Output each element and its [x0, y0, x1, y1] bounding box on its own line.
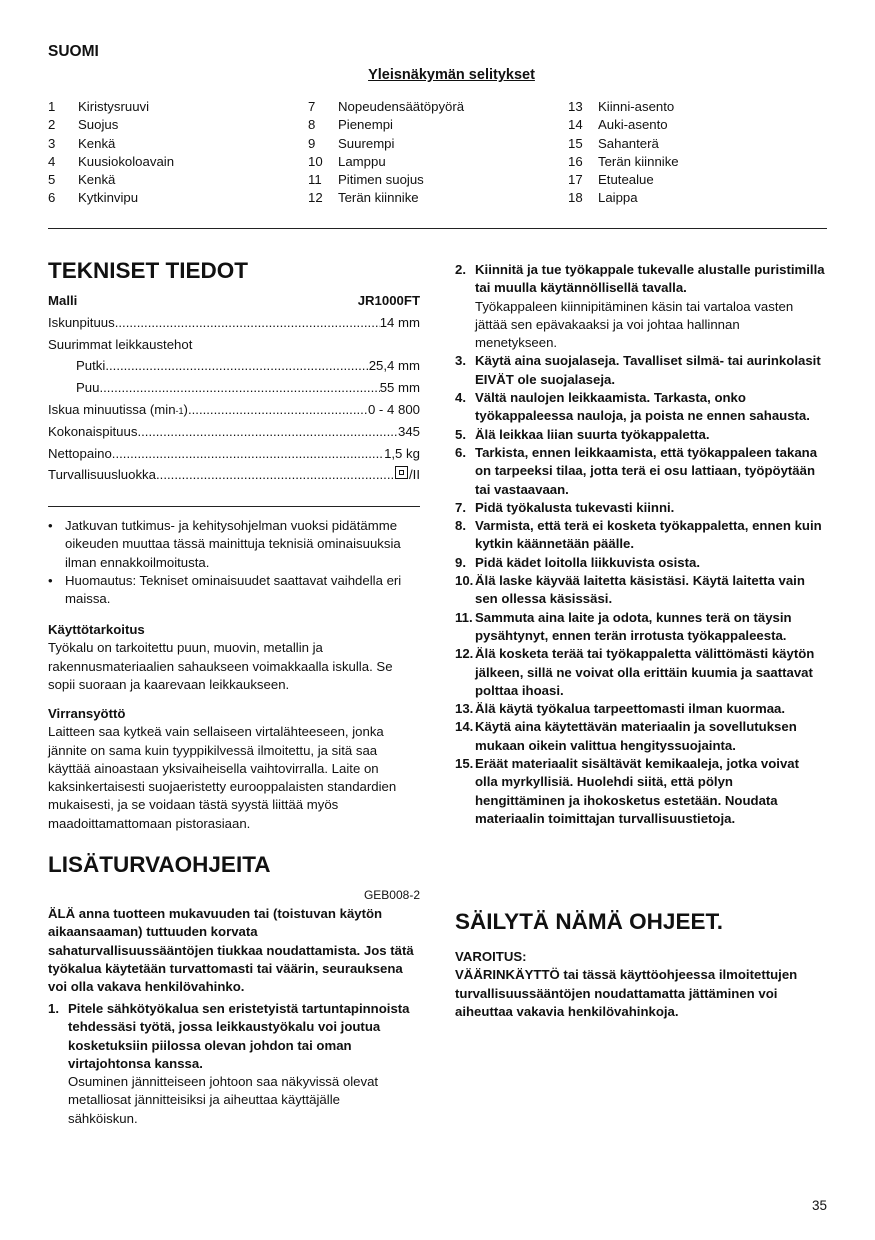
overview-column-3	[568, 98, 808, 208]
divider	[48, 228, 827, 229]
bullet: •	[48, 518, 53, 533]
safety-item-bold: Käytä aina käytettävän materiaalin ja sovellutuksen mukaan oikein valittua hengityssuojainta.	[475, 719, 797, 753]
safety-item-bold: Älä laske käyvää laitetta käsistäsi. Käytä laitetta vain sen ollessa käsissäsi.	[475, 573, 805, 607]
overview-item	[48, 135, 288, 153]
overview-item-number: 5	[48, 172, 56, 188]
overview-item-number: 15	[568, 135, 583, 151]
warning-label: VAROITUS:	[455, 949, 527, 964]
overview-item-label: Kiinni-asento	[598, 99, 675, 114]
safety-item-body	[475, 572, 825, 609]
overview-item-label: Laippa	[598, 190, 638, 206]
power-section	[48, 705, 420, 833]
spec-value: 14 mm	[379, 314, 420, 330]
overview-item	[308, 171, 548, 189]
spec-note-text: Huomautus: Tekniset ominaisuudet saattavat vaihdella eri maissa.	[65, 572, 402, 607]
overview-item	[48, 116, 288, 134]
safety-item-number: 5.	[455, 426, 466, 442]
spec-row	[48, 445, 420, 467]
overview-item	[48, 189, 288, 207]
safety-title: LISÄTURVAOHJEITA	[48, 852, 271, 877]
safety-item-body	[475, 261, 825, 352]
overview-column-2	[308, 98, 548, 208]
overview-item	[568, 116, 808, 134]
overview-item	[308, 116, 548, 134]
safety-item-number: 8.	[455, 518, 466, 534]
overview-item-label: Pienempi	[338, 117, 393, 133]
overview-item	[568, 153, 808, 171]
overview-item-number: 6	[48, 190, 56, 206]
spec-value: 55 mm	[379, 380, 420, 396]
intended-use-section	[48, 621, 420, 694]
spec-label: Nettopaino	[48, 445, 112, 461]
overview-item	[308, 189, 548, 207]
safety-item	[48, 1000, 420, 1128]
dot-leader	[105, 357, 368, 375]
safety-item-number: 14.	[455, 719, 474, 735]
specs-title: TEKNISET TIEDOT	[48, 258, 249, 283]
safety-item-bold: Pitele sähkötyökalua sen eristetyistä tartuntapinnoista tehdessäsi työtä, jossa leikkaustyökalu voi joutua kosketuksiin piilossa olevan johdon tai oman virtajohtonsa kanssa.	[68, 1001, 410, 1071]
spec-label: Turvallisuusluokka	[48, 467, 156, 483]
overview-item	[308, 153, 548, 171]
safety-item	[455, 700, 827, 718]
safety-item	[455, 426, 827, 444]
safety-item-number: 15.	[455, 756, 474, 772]
overview-item-label: Nopeudensäätöpyörä	[338, 99, 465, 114]
overview-item	[308, 135, 548, 153]
overview-item-number: 16	[568, 153, 583, 169]
spec-value: 1,5 kg	[384, 445, 420, 461]
dot-leader	[137, 423, 398, 441]
safety-item	[455, 554, 827, 572]
safety-item-bold: Kiinnitä ja tue työkappale tukevalle alustalle puristimilla tai muulla käytännöllisellä tavalla.	[475, 262, 825, 296]
overview-item	[568, 171, 808, 189]
spec-value: 0 - 4 800	[367, 401, 420, 417]
safety-item-body	[475, 645, 825, 700]
dot-leader	[188, 401, 368, 419]
overview-item-number: 8	[308, 117, 316, 133]
safety-item	[455, 444, 827, 499]
overview-item-label: Suurempi	[338, 135, 395, 151]
spec-label: Iskua minuutissa (min	[48, 401, 176, 417]
overview-item-number: 2	[48, 117, 56, 133]
safety-item	[455, 755, 827, 828]
safety-item-bold: Älä käytä työkalua tarpeettomasti ilman kuormaa.	[475, 701, 786, 717]
spec-model-row	[48, 292, 420, 314]
warning-text: VÄÄRINKÄYTTÖ tai tässä käyttöohjeessa ilmoitettujen turvallisuussääntöjen noudattamatta jättäminen voi aiheuttaa vakavia henkilövahinkoja.	[455, 967, 798, 1019]
overview-item-number: 4	[48, 153, 56, 169]
safety-item-bold: Varmista, että terä ei kosketa työkappaletta, ennen kuin kytkin käännetään päälle.	[475, 518, 822, 552]
safety-item	[455, 609, 827, 646]
safety-item-body	[475, 499, 825, 517]
overview-item-label: Sahanterä	[598, 135, 659, 151]
overview-item	[48, 171, 288, 189]
overview-item-label: Etutealue	[598, 172, 654, 188]
safety-item-body	[475, 718, 825, 755]
safety-item	[455, 572, 827, 609]
safety-item	[455, 645, 827, 700]
safety-item-number: 9.	[455, 554, 466, 570]
language-heading: SUOMI	[48, 43, 99, 60]
safety-item-body	[68, 1000, 413, 1128]
spec-label: Putki	[76, 358, 106, 374]
overview-item-number: 3	[48, 135, 56, 151]
intended-use-text: Työkalu on tarkoitettu puun, muovin, metallin ja rakennusmateriaalien sahaukseen voimakkaalla iskulla. Se sopii suoraan ja kaarevaan leikkaukseen.	[48, 640, 393, 692]
safety-item-number: 3.	[455, 353, 466, 369]
divider	[48, 506, 420, 507]
safety-item	[455, 718, 827, 755]
safety-item	[455, 499, 827, 517]
safety-item-body	[475, 444, 825, 499]
overview-column-1	[48, 98, 288, 208]
overview-item-number: 9	[308, 135, 316, 151]
overview-item-number: 17	[568, 172, 583, 188]
overview-item-label: Auki-asento	[598, 117, 668, 133]
spec-value: 25,4 mm	[368, 358, 420, 374]
safety-item-body	[475, 700, 825, 718]
spec-row	[48, 379, 420, 401]
spec-row	[48, 466, 420, 488]
overview-item-label: Terän kiinnike	[338, 190, 419, 206]
spec-label: Suurimmat leikkaustehot	[48, 336, 193, 352]
overview-item	[48, 153, 288, 171]
safety-item-number: 7.	[455, 499, 466, 515]
safety-item-bold: Pidä kädet loitolla liikkuvista osista.	[475, 554, 700, 570]
safety-item-bold: Sammuta aina laite ja odota, kunnes terä on täysin pysähtynyt, ennen terän irrotusta työkappaleesta.	[475, 609, 792, 643]
overview-title: Yleisnäkymän selitykset	[368, 67, 535, 83]
dot-leader	[112, 445, 384, 463]
safety-item-bold: Pidä työkalusta tukevasti kiinni.	[475, 499, 675, 515]
overview-item-label: Suojus	[78, 117, 119, 133]
dot-leader	[115, 314, 380, 332]
spec-row	[48, 401, 420, 423]
safety-item	[455, 261, 827, 352]
dot-leader	[156, 466, 395, 484]
overview-item-label: Kytkinvipu	[78, 190, 139, 206]
safety-item	[455, 517, 827, 554]
dot-leader	[99, 379, 379, 397]
specs-table	[48, 292, 420, 488]
spec-label: Puu	[76, 380, 100, 396]
overview-item-number: 1	[48, 99, 56, 114]
safety-item-bold: Vältä naulojen leikkaamista. Tarkasta, onko työkappaleessa nauloja, ja poista ne ennen sahausta.	[475, 390, 810, 424]
safety-list-right	[455, 261, 827, 828]
safety-item-bold: Tarkista, ennen leikkaamista, että työkappaleen takana on tarpeeksi tilaa, jotta terä ei osu lattiaan, työpöytään tai vastaavaan.	[475, 444, 818, 497]
overview-item-label: Kenkä	[78, 135, 116, 151]
spec-note	[48, 572, 408, 609]
spec-notes	[48, 517, 408, 608]
overview-item-number: 18	[568, 190, 583, 206]
spec-row	[48, 314, 420, 336]
overview-item	[568, 135, 808, 153]
spec-value: /II	[409, 467, 420, 483]
safety-item-body	[475, 554, 825, 572]
overview-item-number: 11	[308, 172, 322, 188]
safety-item-body	[475, 755, 825, 828]
spec-superscript: -1	[175, 405, 184, 416]
spec-note	[48, 517, 408, 572]
safety-item-bold: Käytä aina suojalaseja. Tavalliset silmä- tai aurinkolasit EIVÄT ole suojalaseja.	[475, 353, 821, 387]
safety-item-number: 12.	[455, 646, 474, 662]
save-title: SÄILYTÄ NÄMÄ OHJEET.	[455, 909, 723, 934]
safety-item-body	[475, 517, 825, 554]
safety-item-body	[475, 426, 825, 444]
power-title: Virransyöttö	[48, 706, 126, 721]
spec-label: Iskunpituus	[48, 314, 115, 330]
spec-label: Malli	[48, 293, 78, 308]
double-insulation-icon	[395, 466, 408, 479]
overview-item-label: Kuusiokoloavain	[78, 153, 175, 169]
intended-use-title: Käyttötarkoitus	[48, 622, 145, 637]
safety-item-bold: Älä leikkaa liian suurta työkappaletta.	[475, 426, 710, 442]
safety-item-number: 6.	[455, 444, 466, 460]
bullet: •	[48, 572, 53, 588]
safety-item-number: 2.	[455, 262, 466, 277]
overview-item	[308, 98, 548, 116]
safety-item-bold: Eräät materiaalit sisältävät kemikaaleja, jotka voivat olla myrkyllisiä. Huolehdi siitä, että pölyn hengittäminen ja ihokosketus estetään. Noudata materiaalin toimittajan turvallisuustietoja.	[475, 756, 800, 826]
safety-item-number: 4.	[455, 390, 466, 406]
safety-item-text: Osuminen jännitteiseen johtoon saa näkyvissä olevat metalliosat jännitteisiksi ja aiheuttaa käyttäjälle sähköiskun.	[68, 1074, 379, 1126]
overview-item-label: Kiristysruuvi	[78, 99, 150, 114]
safety-item-body	[475, 352, 825, 389]
safety-intro: ÄLÄ anna tuotteen mukavuuden tai (toistuvan käytön aikaansaaman) tuttuuden korvata sahaturvallisuussääntöjen tiukkaa noudattamista. Jos tätä työkalua käytetään turvattomasti tai väärin, seurauksena voi olla vakava henkilövahinko.	[48, 906, 414, 995]
safety-code: GEB008-2	[363, 888, 420, 902]
safety-item-number: 10.	[455, 573, 474, 589]
safety-item-bold: Älä kosketa terää tai työkappaletta välittömästi käytön jälkeen, sillä ne voivat olla erittäin kuumia ja saattavat polttaa ihoasi.	[475, 646, 815, 698]
safety-item-number: 13.	[455, 701, 474, 717]
safety-item	[455, 389, 827, 426]
overview-item	[568, 98, 808, 116]
spec-row	[48, 423, 420, 445]
spec-label-end: )	[183, 401, 188, 417]
overview-item	[48, 98, 288, 116]
spec-row	[48, 357, 420, 379]
overview-item-number: 13	[568, 99, 583, 114]
spec-row	[48, 336, 420, 358]
safety-item-number: 1.	[48, 1001, 59, 1016]
spec-note-text: Jatkuvan tutkimus- ja kehitysohjelman vuoksi pidätämme oikeuden muuttaa tässä mainittuja teknisiä ominaisuuksia ilman ennakkoilmoitusta.	[65, 518, 401, 570]
warning-section	[455, 948, 827, 1021]
overview-item-number: 10	[308, 153, 323, 169]
spec-value: 345	[397, 423, 420, 439]
overview-item-number: 14	[568, 117, 583, 133]
spec-label: Kokonaispituus	[48, 423, 138, 439]
overview-item-number: 12	[308, 190, 323, 206]
safety-list-left	[48, 1000, 420, 1128]
safety-item-body	[475, 609, 825, 646]
overview-item-label: Kenkä	[78, 172, 116, 188]
power-text: Laitteen saa kytkeä vain sellaiseen virtalähteeseen, jonka jännite on sama kuin tyyppikilvessä ilmoitettu, ja sitä saa käyttää ainoastaan yksivaiheisella vaihtovirralla. Laite on kaksinkertaisesti suojaeristetty eurooppalaisten standardien mukaisesti, ja se voidaan tästä syystä liittää myös maadoittamattomaan pistorasiaan.	[48, 724, 397, 831]
safety-item-text: Työkappaleen kiinnipitäminen käsin tai vartaloa vasten jättää sen epävakaaksi ja voi johtaa hallinnan menetykseen.	[475, 298, 794, 351]
spec-value: JR1000FT	[357, 293, 420, 308]
safety-item-number: 11.	[455, 609, 473, 625]
overview-item-label: Terän kiinnike	[598, 153, 679, 169]
overview-item-number: 7	[308, 99, 316, 114]
page-number: 35	[811, 1198, 827, 1213]
safety-item	[455, 352, 827, 389]
safety-item-body	[475, 389, 825, 426]
overview-item-label: Lamppu	[338, 153, 386, 169]
overview-item	[568, 189, 808, 207]
overview-item-label: Pitimen suojus	[338, 172, 424, 188]
